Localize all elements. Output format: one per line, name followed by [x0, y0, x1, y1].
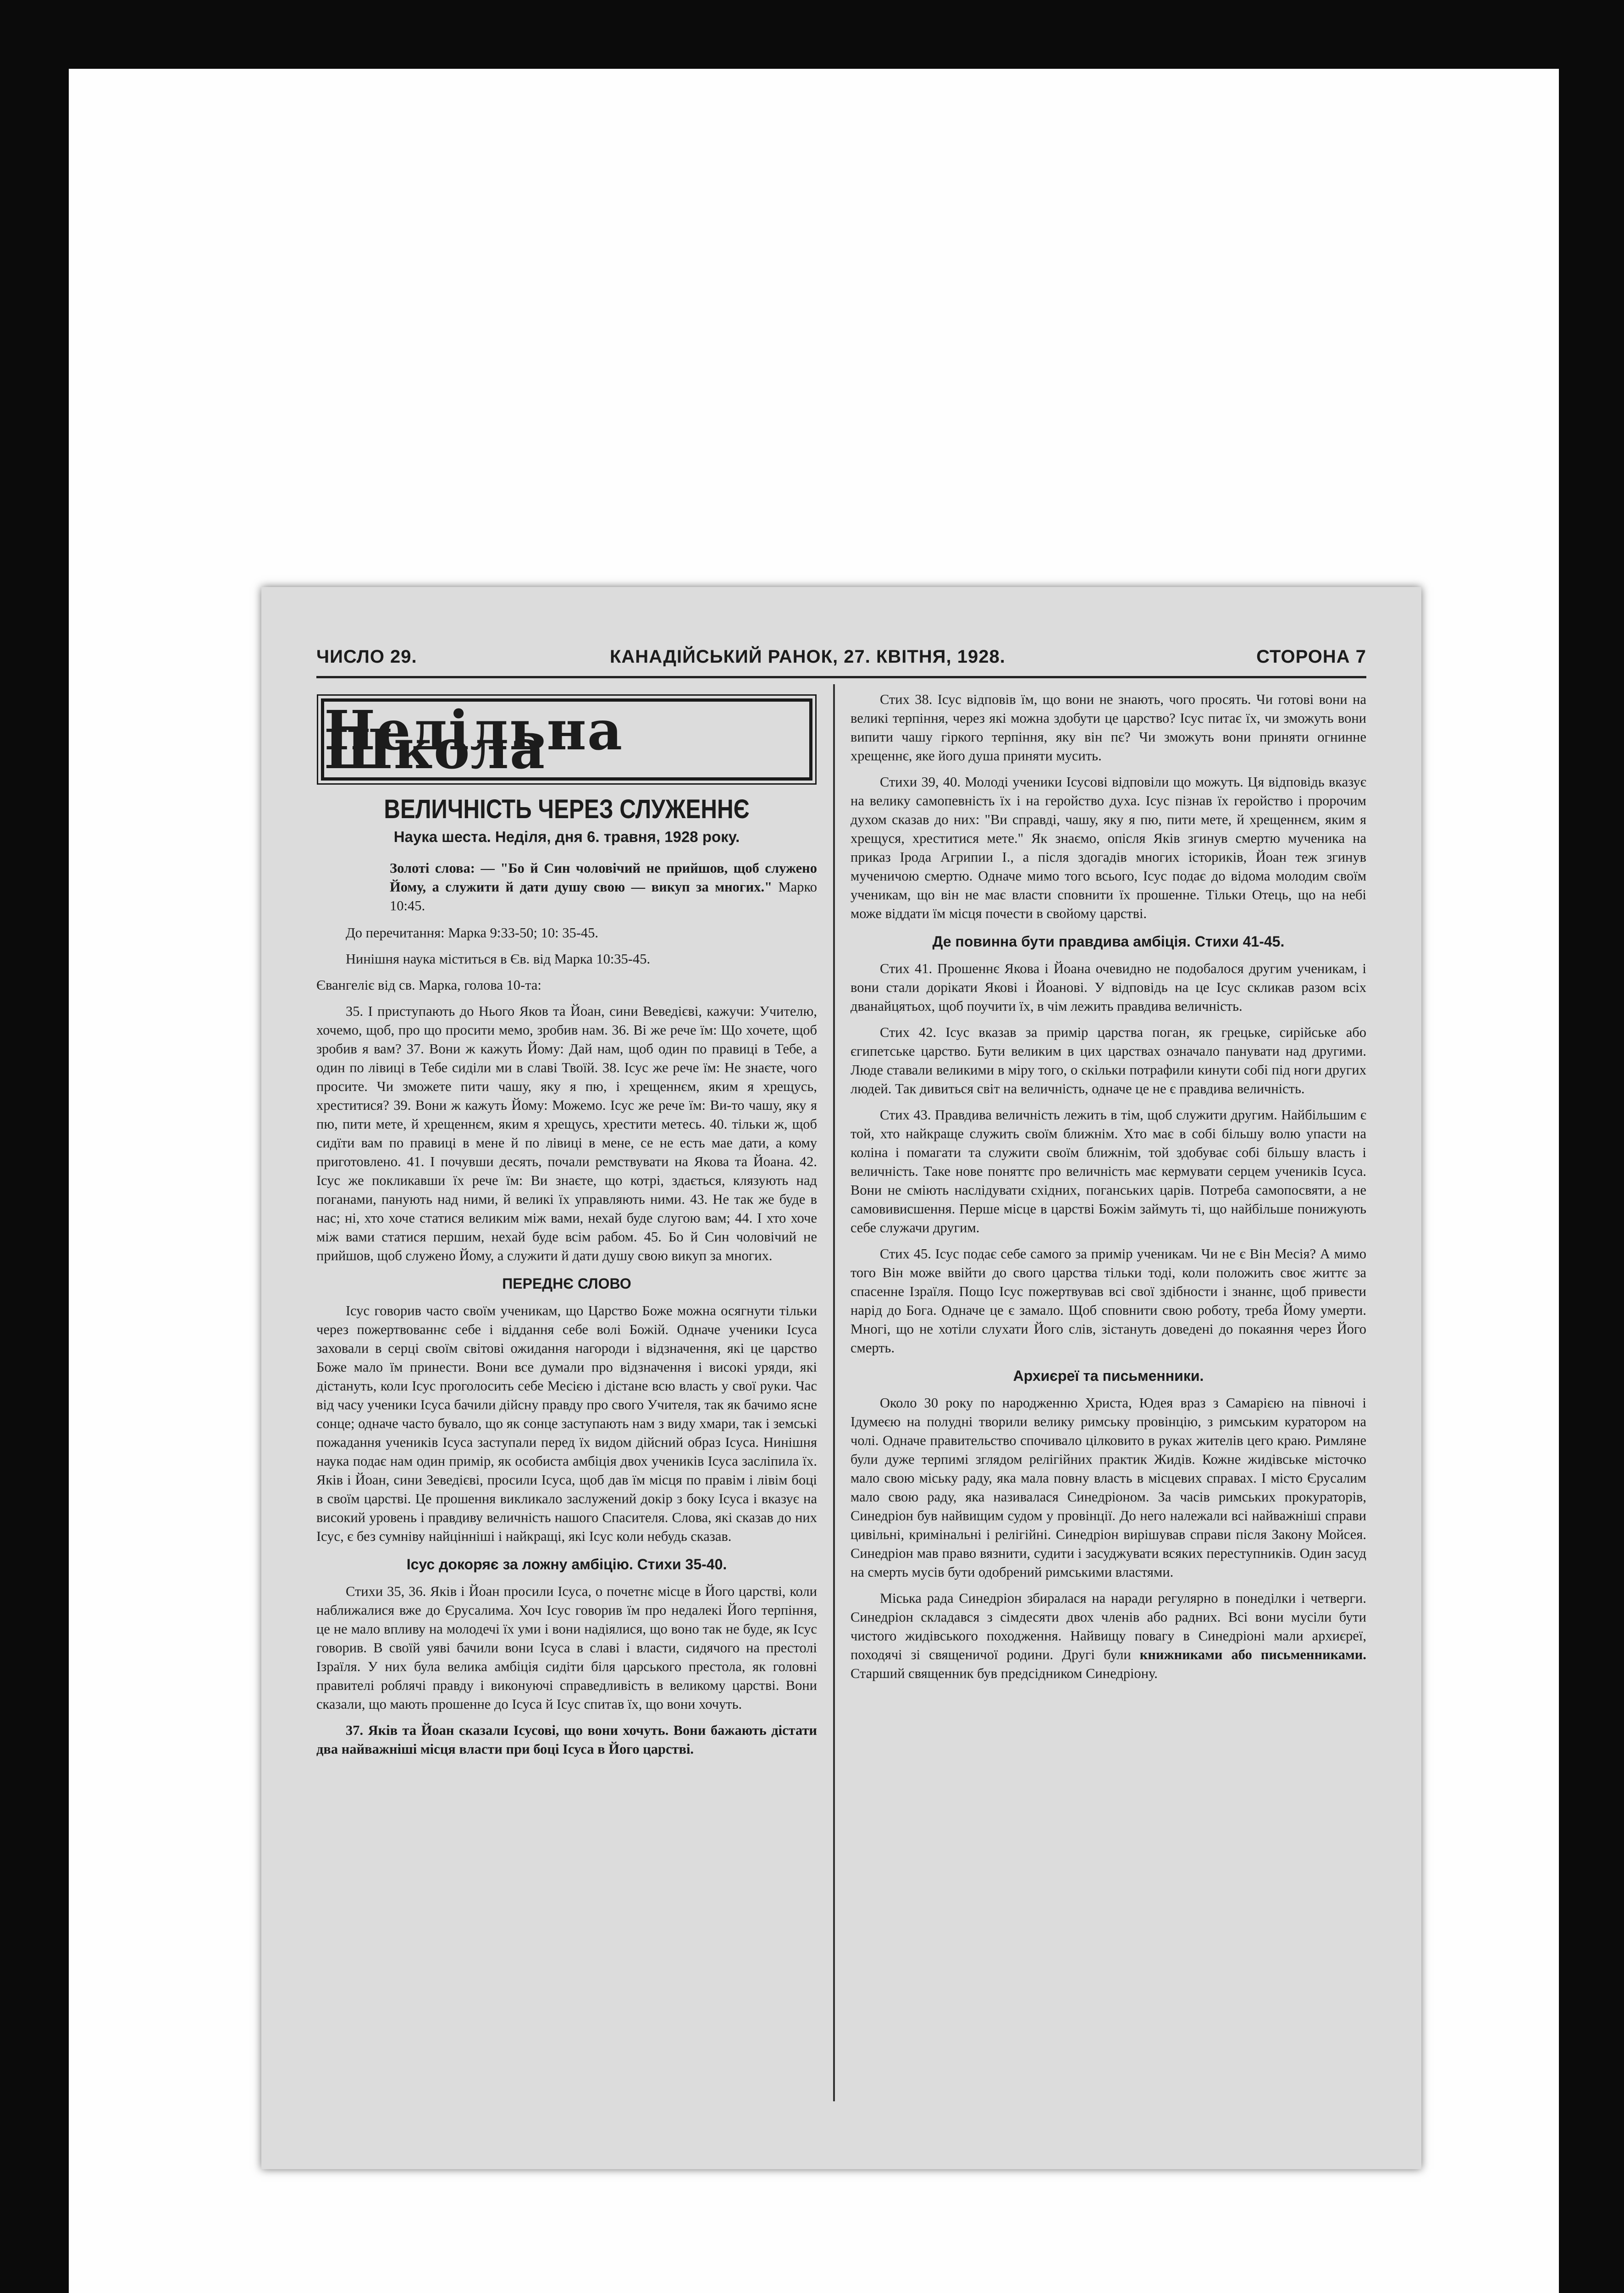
page-header [316, 647, 1366, 670]
priests-heading: Архиєреї та письменники. [1013, 1368, 1204, 1384]
rebuke-heading: Ісус докоряє за ложну амбіцію. Стихи 35-40. [406, 1556, 727, 1573]
golden-text-ref: Марко 10:45. [390, 879, 817, 914]
newspaper-page [261, 587, 1421, 2169]
priests-p2-end: Старший священник був предсідником Синедріону. [851, 1666, 1158, 1681]
priests-paragraph-1: Около 30 року по народженню Христа, Юдея враз з Самарією на півночі і Ідумеєю на полудні творили велику римську провінцію, з римським куратором на чолі. Одначе правительство спочивало цілковито в руках жителів цего краю. Римляне були дуже терпимі зглядом релігійних практик Жидів. Кожне жидівське місточко мало свою міську раду, яка мала повну власть в місцевих справах. І місто Єрусалим мало свою раду, яка називалася Синедріоном. За часів римських прокураторів, Синедріон був найвищим судом у провінції. До него належали всі найважніші справи цивільні, кримінальні і релігійні. Синедріон вирішував справи після Закону Мойсея. Синедріон мав право вязнити, судити і засуджувати всяких переступників. Один засуд на смерть мусів бути одобрений римськими властями. [851, 1395, 1366, 1580]
reading-ref: До перечитання: Марка 9:33-50; 10: 35-45. [346, 925, 599, 941]
gospel-ref: Євангеліє від св. Марка, голова 10-та: [316, 977, 541, 993]
verses-35-36: Стихи 35, 36. Яків і Йоан просили Ісуса, о почетнє місце в Його царстві, коли наближалися вже до Єрусалима. Хоч Ісус говорив їм про недалекі Його терпіння, це не мало впливу на молодечі їх уми і вони надіялися, що воно так не буде, як Ісус говорив. В своїй уяві бачили вони Ісуса в славі і власти, сидячого на престолі Ізраїля. У них була велика амбіція сидіти біля царського престола, як головні правителі роблячі правду і виконуючі справедливість в великому царстві. Вони сказали, що мають прошенне до Ісуса й Ісус спитав їх, що вони хочуть. [316, 1584, 817, 1712]
priests-p2-main: Міська рада Синедріон збиралася на наради регулярно в понеділки і четверги. Синедріон складався з сімдесяти двох членів або радних. Всі вони мусіли бути чистого жидівського походження. Найвищу повагу в Синедріоні мали архиєреї, походячі зі священичої родини. Другі були [851, 1590, 1366, 1662]
verse-38: Стих 38. Ісус відповів їм, що вони не знають, чого просять. Чи готові вони на великі терпіння, через які можна здобути це царство? Ісус питає їх, чи зможуть вони випити чашу гіркого терпіння, яку він пє? Чи зможуть вони приняти огнинне хрещеннє, яке його душа приняти мусить. [851, 692, 1366, 764]
header-rule [316, 676, 1366, 678]
priests-paragraph-2 [851, 1589, 1366, 1683]
lesson-location: Нинішня наука міститься в Єв. від Марка 10:35-45. [346, 951, 651, 967]
scripture-text: 35. І приступають до Нього Яков та Йоан, сини Веведієві, кажучи: Учителю, хочемо, щоб, про що просити мемо, зробив нам. 36. Ві же рече їм: Що хочете, щоб зробив я вам? 37. Вони ж кажуть Йому: Дай нам, щоб один по правиці в Тебе, а один по лівиці в Тебе сиділи ми в славі Твоїй. 38. Ісус же рече їм: Не знаєте, чого просите. Чи зможете пити чашу, яку я пю, і хрещеннєм, яким я хрещусь, хреститися? 39. Вони ж кажуть Йому: Можемо. Ісус же рече їм: Ви-то чашу, яку я пю, пити мете, й хрещеннєм, яким я хрещусь, хрестити метесь. 40. тільки ж, щоб сидїти вам по правиці в мене й по лівиці в мене, се не есть мае дати, а кому приготовлено. 41. І почувши десять, почали ремствувати на Якова та Йоана. 42. Ісус же покликавши їх рече їм: Ви знаєте, що котрі, здається, клязують над поганами, панують над ними, й великі їх управляють ними. 43. Не так же буде в нас; ні, хто хоче статися великим між вами, нехай буде слугою вам; 44. І хто хоче між вами статися першим, нехай буде всім рабом. 45. Бо й Син чоловічий не прийшов, щоб служено Йому, а служити й дати душу свою викуп за многих. [316, 1003, 817, 1263]
lesson-subtitle: Наука шеста. Неділя, дня 6. травня, 1928 року. [393, 828, 740, 845]
verse-37: 37. Яків та Йоан сказали Ісусові, що вони хочуть. Вони бажають дістати два найважніші місця власти при боці Ісуса в Його царстві. [316, 1723, 817, 1757]
foreword-heading: ПЕРЕДНЄ СЛОВО [502, 1275, 631, 1292]
golden-text-quote: Золоті слова: — "Бо й Син чоловічий не прийшов, щоб служено Йому, а служити й дати душу свою — викуп за многих." [390, 860, 817, 895]
paper-name-date: КАНАДІЙСЬКИЙ РАНОК, 27. КВІТНЯ, 1928. [610, 647, 1005, 667]
priests-p2-bold: книжниками або письменниками. [1139, 1647, 1366, 1662]
verses-39-40: Стихи 39, 40. Молоді ученики Ісусові відповіли що можуть. Ця відповідь вказує на велику самопевність їх і на геройство духа. Ісус пізнав їх геройство і пророчим духом сказав до них: "Ви справді, чашу, яку я пю, пити мете, й хрещеннєм, яким я хрещуся, хреститися мете." Як знаємо, опісля Яків згинув смертю мученика на приказ Ірода Агрипии І., а після здогадів многих істориків, Йоан теж згинув мученичою смертю. Одначе мимо того всього, Ісус подає до відома молодим своїм ученикам, що він не має власти сповнити їх прошенне. Тільки Отець, що на небі може віддати їм місця почести в свойому царстві. [851, 774, 1366, 921]
issue-number: ЧИСЛО 29. [316, 647, 417, 667]
left-column [316, 690, 817, 1766]
page-content [316, 647, 1366, 2105]
masthead-title: Недільна Школа [324, 698, 624, 781]
verse-42: Стих 42. Ісус вказав за примір царства поган, як грецьке, сирійське або єгипетське царство. Бути великим в цих царствах означало панувати над другими. Люде ставали великими в міру того, о скільки потрафили кинути собі під ноги других людей. Так дивиться світ на величність, одначе це не є правдива величність. [851, 1025, 1366, 1097]
lesson-title: ВЕЛИЧНІСТЬ ЧЕРЕЗ СЛУЖЕННЄ [384, 794, 750, 824]
verse-43: Стих 43. Правдива величність лежить в тім, щоб служити другим. Найбільшим є той, хто найкраще служить своїм ближнім. Хто має в собі більшу волю упасти на коліна і помагати та служити своїм ближнім, той здобуває собі більшу власть і величність. Таке нове поняттє про величність має кермувати серцем учеників Ісуса. Вони не сміють наслідувати східних, поганських царів. Потреба самопосвяти, а не самовивисшення. Перше місце в царстві Божім займуть ті, що найбільше понижують себе служачи другим. [851, 1107, 1366, 1235]
sunday-school-masthead [321, 698, 812, 781]
right-column [851, 690, 1366, 1690]
verse-41: Стих 41. Прошеннє Якова і Йоана очевидно не подобалося другим ученикам, і вони стали дорікати Якові і Йоанові. У відповідь на це Ісус скликав разом всіх дванайцятьох, щоб поучити їх, в чім лежить правдива величність. [851, 961, 1366, 1014]
column-divider [833, 684, 835, 2101]
page-number: СТОРОНА 7 [1256, 647, 1366, 667]
golden-text [316, 859, 817, 915]
foreword-text: Ісус говорив часто своїм ученикам, що Царство Боже можна осягнути тільки через пожертвованнє себе і віддання себе волі Божій. Одначе ученики Ісуса заховали в серці своїм світові ожидання нагороди і відзначення, які це царство Боже мало їм принести. Вони все думали про відзначення і високі уряди, які дістануть, коли Ісус проголосить себе Месією і дістане всю власть у свої руки. Час від часу ученики Ісуса бачили дійсну правду про свого Учителя, так як бачимо ясне сонце; одначе часто бувало, що як сонце заступають нам з виду хмари, так і земські пожадання учеників Ісуса заступали перед їх видом дійсний образ Ісуса. Нинішня наука подає нам один примір, як особиста амбіція двох учеників Ісуса засліпила їх. Яків і Йоан, сини Зеведієві, просили Ісуса, щоб дав їм місця по правім і лівім боці в своїм царстві. Це прошення викликало заслужений докір з боку Ісуса і вказує на високий уровень і правдиву величність нашого Спасителя. Слова, які сказав до них Ісус, є без сумніву найцінніші і найкращі, які Ісус коли небудь сказав. [316, 1303, 817, 1544]
ambition-heading: Де повинна бути правдива амбіція. Стихи 41-45. [932, 933, 1285, 950]
verse-45: Стих 45. Ісус подає себе самого за примір ученикам. Чи не є Він Месія? А мимо того Він може ввійти до свого царства тільки тоді, коли положить своє життє за спасенне Ізраїля. Пощо Ісус пожертвував всі свої здібности і знаннє, щоб привести нарід до Бога. Одначе це є замало. Щоб сповнити свою роботу, треба Йому умерти. Многі, що не хотіли слухати Його слів, зістануть доведені до покаяння через Його смерть. [851, 1246, 1366, 1356]
